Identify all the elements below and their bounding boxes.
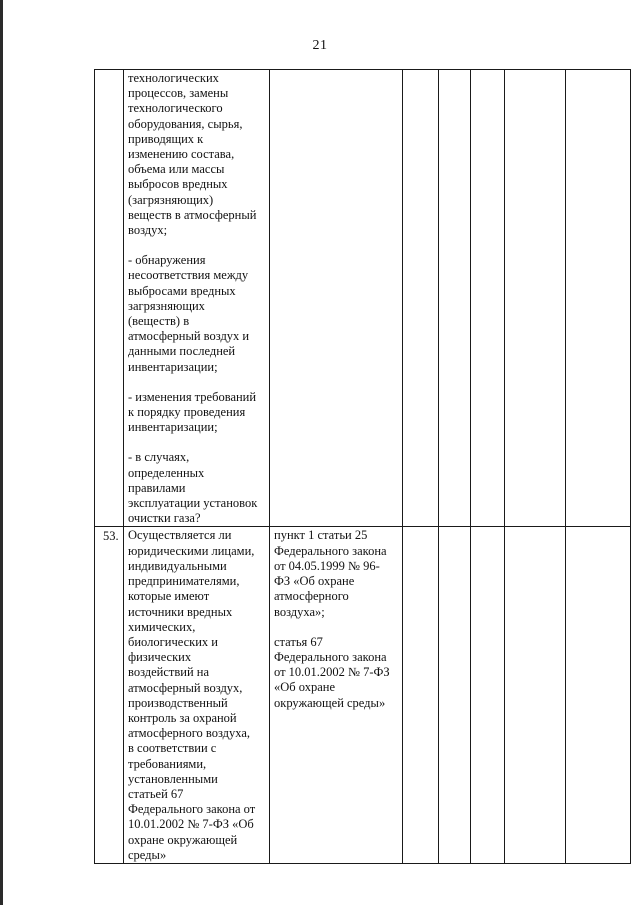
cell-text-line: химических, — [128, 619, 196, 634]
question-cell — [124, 70, 270, 527]
cell-text-line: от 04.05.1999 № 96- — [274, 558, 380, 573]
notes-cell — [566, 70, 631, 527]
row-number-cell — [95, 70, 124, 527]
cell-text-line: окружающей среды» — [274, 695, 386, 710]
cell-text-line: в соответствии с — [128, 741, 217, 756]
cell-text-line: оборудования, сырья, — [128, 116, 243, 131]
cell-paragraph — [128, 450, 265, 526]
cell-text-line: атмосферного воздуха, — [128, 726, 251, 741]
cell-text-line: инвентаризации; — [128, 359, 218, 374]
cell-text-line: от 10.01.2002 № 7-ФЗ — [274, 665, 390, 680]
cell-text-line: (загрязняющих) — [128, 192, 214, 207]
cell-text-line: воздух; — [128, 223, 168, 238]
page-left-edge-shadow — [0, 0, 3, 905]
paragraph-gap — [274, 620, 398, 635]
cell-text-line: воздуха»; — [274, 604, 325, 619]
cell-text-line: ФЗ «Об охране — [274, 574, 355, 589]
cell-text-line: эксплуатации установок — [128, 496, 258, 511]
question-cell — [124, 527, 270, 863]
cell-text-line: выбросов вредных — [128, 177, 228, 192]
cell-text-line: объема или массы — [128, 162, 225, 177]
paragraph-gap — [128, 375, 265, 390]
table-row — [95, 70, 631, 527]
table-row — [95, 527, 631, 863]
cell-text-line: физических — [128, 650, 192, 665]
cell-text-line: атмосферного — [274, 589, 349, 604]
cell-text-line: правилами — [128, 480, 186, 495]
cell-paragraph — [274, 635, 398, 711]
cell-text-line: установленными — [128, 771, 218, 786]
answer-not-applicable-cell — [471, 527, 505, 863]
cell-text-line: предпринимателями, — [128, 574, 240, 589]
cell-text-line: контроль за охраной — [128, 710, 237, 725]
requirements-table — [94, 69, 631, 864]
answer-not-applicable-cell — [471, 70, 505, 527]
answer-yes-cell — [403, 527, 439, 863]
legal-basis-cell — [270, 70, 403, 527]
cell-text-line: атмосферный воздух и — [128, 329, 250, 344]
cell-text-line: инвентаризации; — [128, 420, 218, 435]
cell-text-line: охране окружающей — [128, 832, 238, 847]
cell-text-line: данными последней — [128, 344, 236, 359]
cell-paragraph — [128, 528, 265, 862]
cell-paragraph — [274, 528, 398, 619]
paragraph-gap — [128, 435, 265, 450]
cell-paragraph — [128, 253, 265, 375]
cell-text-line: Федерального закона от — [128, 802, 256, 817]
cell-text-line: биологических и — [128, 634, 218, 649]
cell-text-line: к порядку проведения — [128, 405, 246, 420]
cell-text-line: технологических — [128, 71, 219, 85]
row-number-cell: 53. — [95, 527, 124, 863]
notes-cell — [566, 527, 631, 863]
cell-text-line: определенных — [128, 465, 205, 480]
cell-text-line: приводящих к — [128, 131, 204, 146]
paragraph-gap — [128, 238, 265, 253]
cell-text-line: очистки газа? — [128, 511, 201, 526]
answer-no-cell — [439, 70, 471, 527]
answer-yes-cell — [403, 70, 439, 527]
cell-text-line: производственный — [128, 695, 228, 710]
cell-paragraph — [128, 390, 265, 436]
cell-text-line: Федерального закона — [274, 543, 387, 558]
cell-text-line: требованиями, — [128, 756, 207, 771]
cell-text-line: изменению состава, — [128, 147, 235, 162]
cell-text-line: - обнаружения — [128, 253, 206, 268]
cell-text-line: (веществ) в — [128, 314, 190, 329]
answer-no-cell — [439, 527, 471, 863]
cell-text-line: несоответствия между — [128, 268, 249, 283]
cell-text-line: источники вредных — [128, 604, 233, 619]
comment-cell — [505, 70, 566, 527]
cell-text-line: - в случаях, — [128, 450, 190, 465]
cell-text-line: пункт 1 статьи 25 — [274, 528, 368, 543]
cell-text-line: Осуществляется ли — [128, 528, 232, 543]
cell-text-line: выбросами вредных — [128, 283, 236, 298]
cell-text-line: - изменения требований — [128, 389, 257, 404]
comment-cell — [505, 527, 566, 863]
cell-text-line: процессов, замены — [128, 86, 229, 101]
cell-text-line: среды» — [128, 847, 167, 862]
cell-paragraph — [128, 71, 265, 238]
cell-text-line: веществ в атмосферный — [128, 207, 257, 222]
cell-text-line: статья 67 — [274, 634, 323, 649]
cell-text-line: загрязняющих — [128, 298, 205, 313]
cell-text-line: Федерального закона — [274, 649, 387, 664]
cell-text-line: атмосферный воздух, — [128, 680, 243, 695]
cell-text-line: воздействий на — [128, 665, 210, 680]
page-number: 21 — [312, 38, 328, 53]
cell-text-line: «Об охране — [274, 680, 335, 695]
cell-text-line: индивидуальными — [128, 558, 227, 573]
cell-text-line: которые имеют — [128, 589, 210, 604]
cell-text-line: статьей 67 — [128, 786, 184, 801]
legal-basis-cell — [270, 527, 403, 863]
cell-text-line: 10.01.2002 № 7-ФЗ «Об — [128, 817, 254, 832]
cell-text-line: технологического — [128, 101, 223, 116]
cell-text-line: юридическими лицами, — [128, 543, 255, 558]
